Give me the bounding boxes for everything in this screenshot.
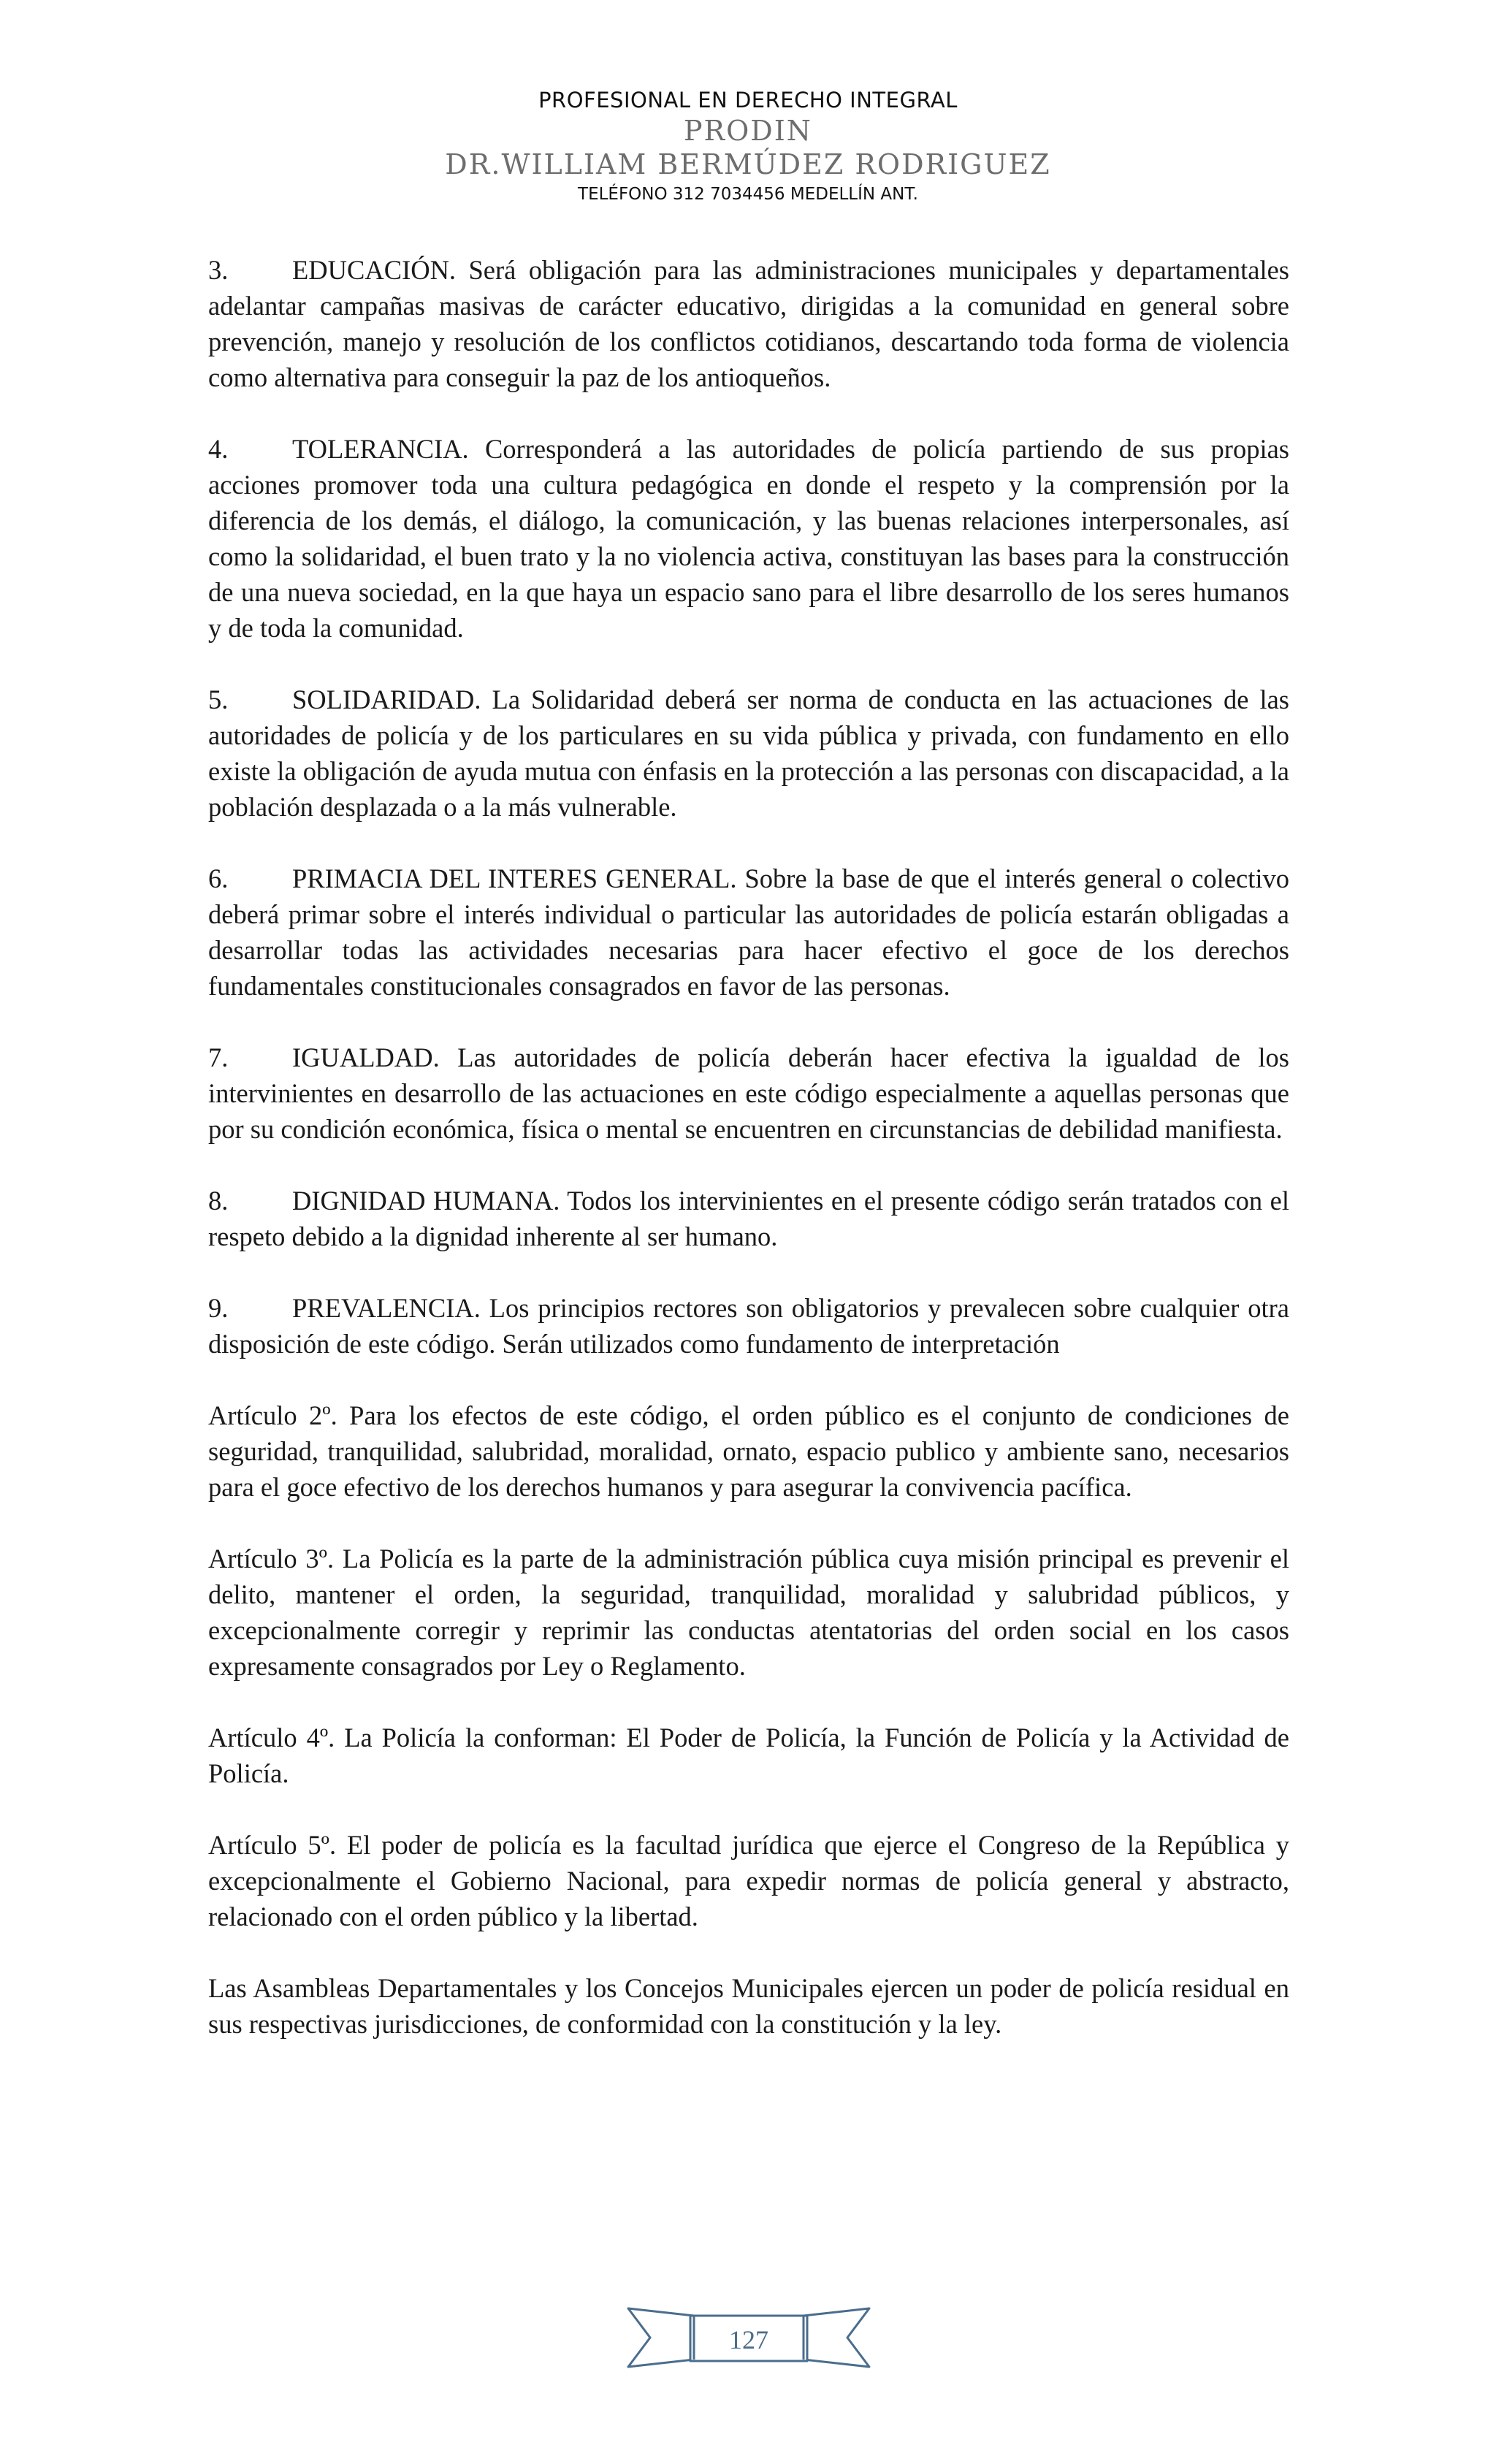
principle-text: PRIMACIA DEL INTERES GENERAL. Sobre la base de que el interés general o colectivo deberá primar sobre el interés individual o particular las autoridades de policía estarán obligadas a desarrollar todas las actividades necesarias para hacer efectivo el goce de los derechos fundamentales constitucionales consagrados en favor de las personas.	[208, 863, 1289, 1001]
principle-number: 5.	[208, 684, 229, 714]
article-paragraph: Artículo 2º. Para los efectos de este código, el orden público es el conjunto de condiciones de seguridad, tranquilidad, salubridad, moralidad, ornato, espacio publico y ambiente sano, necesarios para el goce efectivo de los derechos humanos y para asegurar la convivencia pacífica.	[208, 1400, 1289, 1502]
principle-number: 4.	[208, 434, 229, 464]
page-number-banner	[621, 2294, 877, 2381]
principle-number: 3.	[208, 255, 229, 285]
principle-number: 7.	[208, 1042, 229, 1072]
article-paragraph: Las Asambleas Departamentales y los Concejos Municipales ejercen un poder de policía residual en sus respectivas jurisdicciones, de conformidad con la constitución y la ley.	[208, 1973, 1289, 2039]
principle-item	[208, 431, 1289, 646]
principle-item	[208, 252, 1289, 395]
principle-item	[208, 1040, 1289, 1147]
document-body	[208, 252, 1289, 2078]
article-paragraph: Artículo 5º. El poder de policía es la facultad jurídica que ejerce el Congreso de la República y excepcionalmente el Gobierno Nacional, para expedir normas de policía general y abstracto, relacionado con el orden público y la libertad.	[208, 1830, 1289, 1931]
page-header	[0, 86, 1496, 207]
principle-text: EDUCACIÓN. Será obligación para las administraciones municipales y departamentales adelantar campañas masivas de carácter educativo, dirigidas a la comunidad en general sobre prevención, manejo y resolución de los conflictos cotidianos, descartando toda forma de violencia como alternativa para conseguir la paz de los antioqueños.	[208, 255, 1289, 392]
header-author: DR.WILLIAM BERMÚDEZ RODRIGUEZ	[445, 148, 1051, 180]
principle-text: PREVALENCIA. Los principios rectores son obligatorios y prevalecen sobre cualquier otra disposición de este código. Serán utilizados como fundamento de interpretación	[208, 1293, 1289, 1359]
principle-text: SOLIDARIDAD. La Solidaridad deberá ser norma de conducta en las actuaciones de las autoridades de policía y de los particulares en su vida pública y privada, con fundamento en ello existe la obligación de ayuda mutua con énfasis en la protección a las personas con discapacidad, a la población desplazada o a la más vulnerable.	[208, 684, 1289, 822]
principle-item	[208, 682, 1289, 825]
header-profession: PROFESIONAL EN DERECHO INTEGRAL	[538, 88, 958, 112]
header-brand: PRODIN	[683, 115, 813, 147]
principle-text: TOLERANCIA. Corresponderá a las autoridades de policía partiendo de sus propias acciones promover toda una cultura pedagógica en donde el respeto y la comprensión por la diferencia de los demás, el diálogo, la comunicación, y las buenas relaciones interpersonales, así como la solidaridad, el buen trato y la no violencia activa, constituyan las bases para la construcción de una nueva sociedad, en la que haya un espacio sano para el libre desarrollo de los seres humanos y de toda la comunidad.	[208, 434, 1289, 643]
principle-item	[208, 1183, 1289, 1254]
principle-text: DIGNIDAD HUMANA. Todos los intervinientes en el presente código serán tratados con el respeto debido a la dignidad inherente al ser humano.	[208, 1186, 1289, 1251]
principle-number: 8.	[208, 1186, 229, 1216]
page-number: 127	[729, 2325, 768, 2354]
principle-item	[208, 861, 1289, 1004]
principle-item	[208, 1290, 1289, 1362]
article-paragraph: Artículo 4º. La Policía la conforman: El Poder de Policía, la Función de Policía y la Actividad de Policía.	[208, 1723, 1289, 1788]
header-phone: TELÉFONO 312 7034456 MEDELLÍN ANT.	[578, 185, 918, 204]
principle-text: IGUALDAD. Las autoridades de policía deberán hacer efectiva la igualdad de los intervinientes en desarrollo de las actuaciones en este código especialmente a aquellas personas que por su condición económica, física o mental se encuentren en circunstancias de debilidad manifiesta.	[208, 1042, 1289, 1144]
principle-number: 6.	[208, 863, 229, 893]
article-paragraph: Artículo 3º. La Policía es la parte de la administración pública cuya misión principal es prevenir el delito, mantener el orden, la seguridad, tranquilidad, moralidad y salubridad públicos, y excepcionalmente corregir y reprimir las conductas atentatorias del orden social en los casos expresamente consagrados por Ley o Reglamento.	[208, 1544, 1289, 1681]
principle-number: 9.	[208, 1293, 229, 1323]
